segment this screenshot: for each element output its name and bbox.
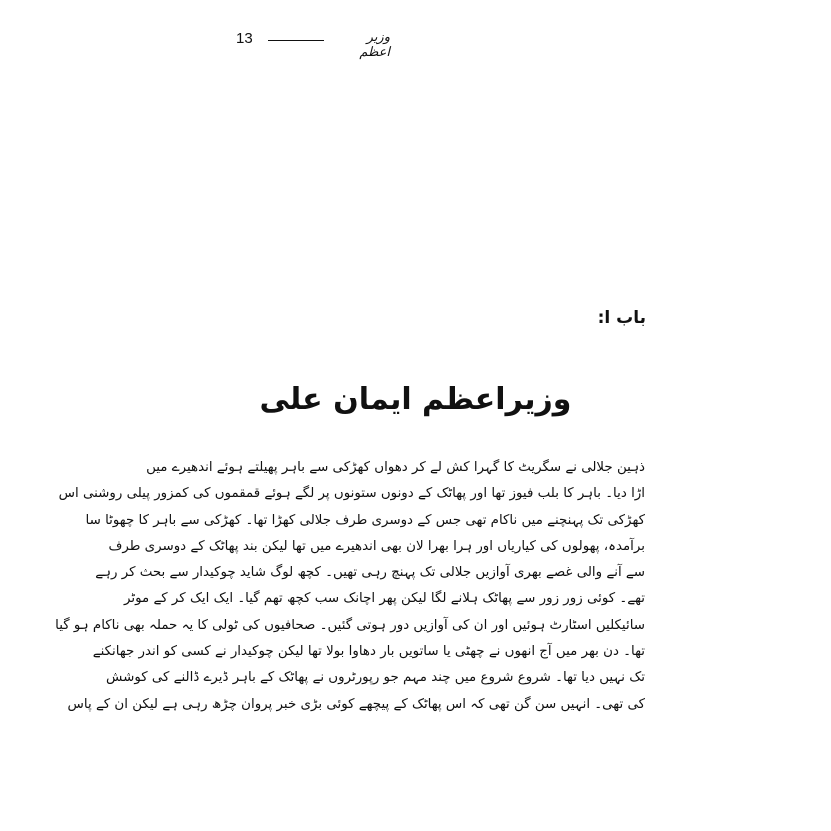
- text-line: کھڑکی تک پہنچنے میں ناکام تھی جس کے دوسری طرف جلالی کھڑا تھا۔ کھڑکی سے باہر کا چھوٹا سا: [85, 512, 645, 528]
- chapter-title: وزیراعظم ایمان علی: [259, 382, 572, 417]
- page-number: 13: [236, 30, 253, 47]
- header-divider: [268, 40, 324, 41]
- text-line: تک نہیں دیا تھا۔ شروع شروع میں چند مہم جو رپورٹروں نے پھاٹک کے باہر ڈیرے ڈالنے کی کوشش: [106, 670, 645, 686]
- running-title: وزیر اعظم: [359, 30, 390, 60]
- body-text: [55, 455, 645, 718]
- text-line: برآمدہ، پھولوں کی کیاریاں اور ہرا بھرا لان بھی اندھیرے میں تھا لیکن بند پھاٹک کے دوسری طرف: [108, 538, 645, 554]
- text-line: کی تھی۔ انہیں سن گن تھی کہ اس پھاٹک کے پیچھے کوئی بڑی خبر پروان چڑھ رہی ہے لیکن ان کے پاس: [67, 696, 645, 712]
- text-line: تھا۔ دن بھر میں آج انھوں نے چھٹی یا ساتویں بار دھاوا بولا تھا لیکن چوکیدار نے کسی کو اندر جھانکنے: [92, 644, 645, 660]
- text-line: اڑا دیا۔ باہر کا بلب فیوز تھا اور پھاٹک کے دونوں ستونوں پر لگے ہوئے قمقموں کی کمزور پیلی روشنی اس: [58, 486, 645, 502]
- text-line: سائیکلیں اسٹارٹ ہوئیں اور ان کی آوازیں دور ہوتی گئیں۔ صحافیوں کی ٹولی کا یہ حملہ بھی ناکام ہو گیا: [55, 617, 645, 633]
- chapter-label: باب ا:: [597, 308, 646, 328]
- text-line: تھے۔ کوئی زور زور سے پھاٹک ہلانے لگا لیکن پھر اچانک سب کچھ تھم گیا۔ ایک ایک کر کے موٹر: [123, 591, 645, 607]
- text-line: سے آنے والی غصے بھری آوازیں جلالی تک پہنچ رہی تھیں۔ کچھ لوگ شاید چوکیدار سے بحث کر رہے: [95, 565, 645, 581]
- text-line: ذہین جلالی نے سگریٹ کا گہرا کش لے کر دھواں کھڑکی سے باہر پھیلتے ہوئے اندھیرے میں: [146, 460, 645, 475]
